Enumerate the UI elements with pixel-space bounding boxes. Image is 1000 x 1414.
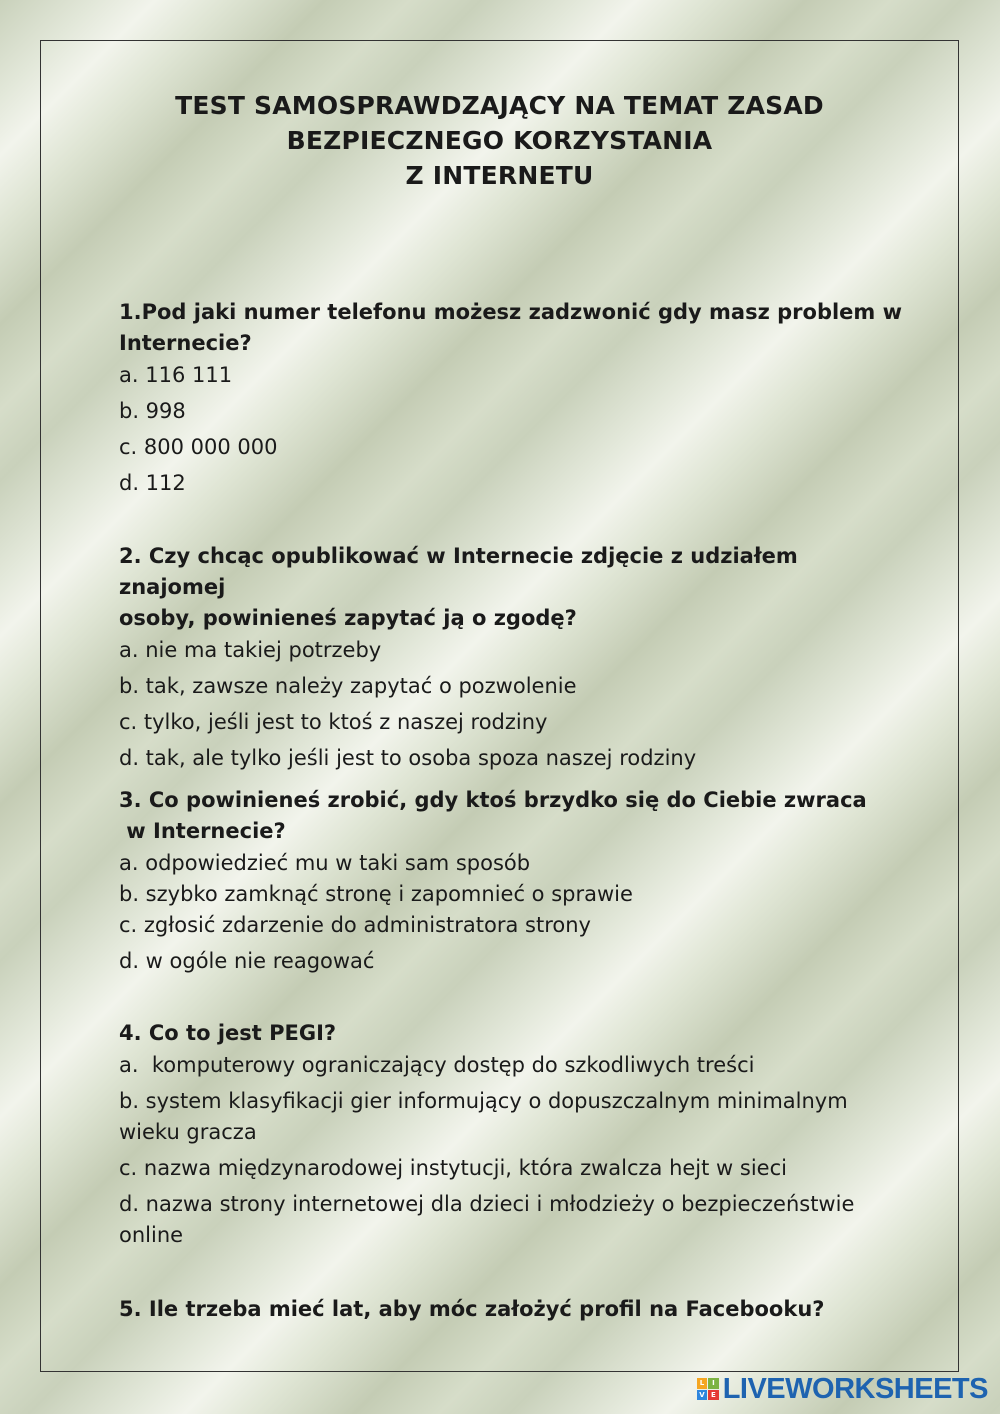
question-1-line-2: Internecie? bbox=[119, 331, 252, 355]
question-1-line-1: 1.Pod jaki numer telefonu możesz zadzwonić gdy masz problem w bbox=[119, 300, 903, 324]
answer-option[interactable]: b. szybko zamknąć stronę i zapomnieć o sprawie bbox=[119, 882, 633, 906]
answer-option[interactable]: d. tak, ale tylko jeśli jest to osoba spoza naszej rodziny bbox=[119, 746, 697, 770]
logo-mark-letter: L bbox=[697, 1378, 708, 1389]
question-1-text bbox=[119, 297, 909, 359]
answer-option[interactable]: c. zgłosić zdarzenie do administratora strony bbox=[119, 913, 591, 937]
answer-option[interactable]: d. nazwa strony internetowej dla dzieci i młodzieży o bezpieczeństwie online bbox=[119, 1192, 855, 1247]
question-5-text bbox=[119, 1294, 909, 1325]
liveworksheets-logo bbox=[697, 1372, 988, 1406]
answer-option[interactable]: a. komputerowy ograniczający dostęp do szkodliwych treści bbox=[119, 1053, 755, 1077]
question-3-line-1: 3. Co powinieneś zrobić, gdy ktoś brzydko się do Ciebie zwraca bbox=[119, 788, 867, 812]
answer-option[interactable]: d. w ogóle nie reagować bbox=[119, 949, 375, 973]
question-2-line-1: 2. Czy chcąc opublikować w Internecie zdjęcie z udziałem znajomej bbox=[119, 544, 798, 599]
logo-mark-icon bbox=[697, 1378, 719, 1400]
question-2-text bbox=[119, 541, 909, 634]
answer-option[interactable]: b. system klasyfikacji gier informujący o dopuszczalnym minimalnym wieku gracza bbox=[119, 1089, 848, 1144]
logo-mark-letter: E bbox=[708, 1390, 719, 1401]
answer-option[interactable]: b. tak, zawsze należy zapytać o pozwolenie bbox=[119, 674, 577, 698]
answer-option[interactable]: a. 116 111 bbox=[119, 363, 233, 387]
answer-option[interactable]: a. nie ma takiej potrzeby bbox=[119, 638, 382, 662]
question-3-line-2: w Internecie? bbox=[119, 819, 286, 843]
question-4-line-1: 4. Co to jest PEGI? bbox=[119, 1021, 337, 1045]
question-4-text bbox=[119, 1018, 909, 1049]
title-line-3: Z INTERNETU bbox=[405, 161, 594, 190]
logo-mark-letter: V bbox=[697, 1390, 708, 1401]
answer-option[interactable]: c. nazwa międzynarodowej instytucji, która zwalcza hejt w sieci bbox=[119, 1156, 787, 1180]
answer-option[interactable]: a. odpowiedzieć mu w taki sam sposób bbox=[119, 851, 531, 875]
worksheet-title bbox=[40, 88, 959, 193]
question-2-line-2: osoby, powinieneś zapytać ją o zgodę? bbox=[119, 606, 577, 630]
question-3 bbox=[119, 785, 909, 977]
question-5 bbox=[119, 1294, 909, 1325]
question-2 bbox=[119, 541, 909, 774]
question-1 bbox=[119, 297, 909, 499]
answer-option[interactable]: d. 112 bbox=[119, 471, 186, 495]
answer-option[interactable]: b. 998 bbox=[119, 399, 186, 423]
title-line-1: TEST SAMOSPRAWDZAJĄCY NA TEMAT ZASAD bbox=[175, 91, 824, 120]
question-3-text bbox=[119, 785, 909, 847]
logo-mark-letter: I bbox=[708, 1378, 719, 1389]
title-line-2: BEZPIECZNEGO KORZYSTANIA bbox=[286, 126, 713, 155]
question-4 bbox=[119, 1018, 909, 1251]
question-5-line-1: 5. Ile trzeba mieć lat, aby móc założyć profil na Facebooku? bbox=[119, 1297, 825, 1321]
answer-option[interactable]: c. tylko, jeśli jest to ktoś z naszej rodziny bbox=[119, 710, 548, 734]
answer-option[interactable]: c. 800 000 000 bbox=[119, 435, 278, 459]
logo-text: LIVEWORKSHEETS bbox=[722, 1372, 988, 1405]
